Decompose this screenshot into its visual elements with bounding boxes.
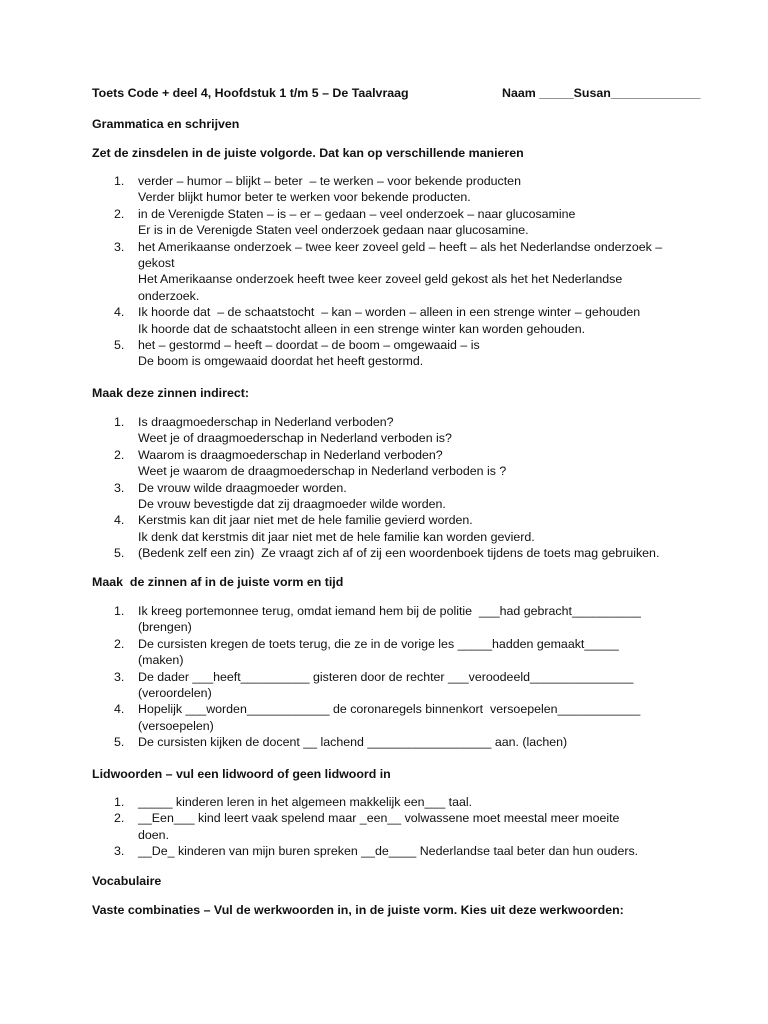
item-line: in de Verenigde Staten – is – er – gedaan – veel onderzoek – naar glucosamine <box>138 206 576 221</box>
item-number: 1. <box>114 415 125 429</box>
lidwoorden-heading: Lidwoorden – vul een lidwoord of geen lidwoord in <box>92 767 391 781</box>
item-number: 1. <box>114 795 125 809</box>
section-heading-vocabulaire: Vocabulaire <box>92 874 162 888</box>
item-line: Ik kreeg portemonnee terug, omdat iemand hem bij de politie ___had gebracht__________ <box>138 604 641 618</box>
item-line: Weet je of draagmoederschap in Nederland verboden is? <box>138 431 452 446</box>
item-line: verder – humor – blijkt – beter – te werken – voor bekende producten <box>138 174 521 188</box>
item-line: (maken) <box>138 653 184 668</box>
list-item <box>92 480 712 513</box>
list-item <box>92 810 712 843</box>
list-item <box>92 173 712 206</box>
list-item <box>92 447 712 480</box>
item-line: __De_ kinderen van mijn buren spreken __de____ Nederlandse taal beter dan hun ouders. <box>138 844 639 859</box>
lidwoorden-list <box>92 794 712 860</box>
item-line: De boom is omgewaaid doordat het heeft gestormd. <box>138 354 424 369</box>
item-number: 2. <box>114 447 125 462</box>
item-line: (Bedenk zelf een zin) Ze vraagt zich af of zij een woordenboek tijdens de toets mag gebruiken. <box>138 546 660 561</box>
item-line: gekost <box>138 256 175 271</box>
item-number: 3. <box>114 239 125 254</box>
indirect-list <box>92 414 712 562</box>
item-line: Het Amerikaanse onderzoek heeft twee keer zoveel geld gekost als het het Nederlandse <box>138 272 623 287</box>
item-line: De dader ___heeft__________ gisteren door de rechter ___veroodeeld_______________ <box>138 669 634 684</box>
vorm-heading: Maak de zinnen af in de juiste vorm en tijd <box>92 575 344 589</box>
test-title: Toets Code + deel 4, Hoofdstuk 1 t/m 5 – De Taalvraag <box>92 86 409 100</box>
item-line: het Amerikaanse onderzoek – twee keer zoveel geld – heeft – als het Nederlandse onderzoek – <box>138 239 663 254</box>
item-line: onderzoek. <box>138 288 200 303</box>
list-item <box>92 794 712 810</box>
item-line: Kerstmis kan dit jaar niet met de hele familie gevierd worden. <box>138 513 473 528</box>
item-line: De cursisten kijken de docent __ lachend __________________ aan. (lachen) <box>138 735 568 750</box>
list-item <box>92 603 712 636</box>
list-item <box>92 669 712 702</box>
list-item <box>92 636 712 669</box>
item-line: (versoepelen) <box>138 718 214 733</box>
item-number: 2. <box>114 206 125 221</box>
header-row <box>92 86 712 142</box>
vorm-list <box>92 603 712 751</box>
item-line: Waarom is draagmoederschap in Nederland verboden? <box>138 447 443 462</box>
list-item <box>92 701 712 734</box>
item-number: 5. <box>114 735 125 750</box>
item-line: Er is in de Verenigde Staten veel onderzoek gedaan naar glucosamine. <box>138 223 529 238</box>
item-line: Weet je waarom de draagmoederschap in Nederland verboden is ? <box>138 464 507 479</box>
section-heading-grammatica: Grammatica en schrijven <box>92 117 240 131</box>
item-number: 3. <box>114 669 125 684</box>
item-line: Ik denk dat kerstmis dit jaar niet met de hele familie kan worden gevierd. <box>138 529 535 544</box>
item-number: 2. <box>114 811 125 826</box>
list-item <box>92 734 712 750</box>
item-number: 3. <box>114 844 125 859</box>
item-number: 1. <box>114 604 125 618</box>
list-item <box>92 545 712 561</box>
indirect-heading: Maak deze zinnen indirect: <box>92 386 249 400</box>
item-number: 5. <box>114 546 125 561</box>
item-line: Ik hoorde dat – de schaatstocht – kan – worden – alleen in een strenge winter – gehouden <box>138 305 641 320</box>
item-number: 5. <box>114 338 125 353</box>
list-item <box>92 843 712 859</box>
zinsdelen-heading: Zet de zinsdelen in de juiste volgorde. Dat kan op verschillende manieren <box>92 146 524 160</box>
item-number: 4. <box>114 702 125 717</box>
list-item <box>92 512 712 545</box>
item-line: doen. <box>138 827 170 842</box>
list-item <box>92 337 712 370</box>
item-line: Hopelijk ___worden____________ de coronaregels binnenkort versoepelen____________ <box>138 702 641 717</box>
item-line: het – gestormd – heeft – doordat – de boom – omgewaaid – is <box>138 338 480 353</box>
item-number: 4. <box>114 305 125 320</box>
item-number: 2. <box>114 636 125 651</box>
item-number: 1. <box>114 174 125 188</box>
item-line: __Een___ kind leert vaak spelend maar _een__ volwassene moet meestal meer moeite <box>138 811 620 826</box>
list-item <box>92 239 712 305</box>
item-line: De vrouw bevestigde dat zij draagmoeder wilde worden. <box>138 497 446 512</box>
list-item <box>92 206 712 239</box>
item-line: De cursisten kregen de toets terug, die ze in de vorige les _____hadden gemaakt_____ <box>138 636 619 651</box>
item-number: 4. <box>114 513 125 528</box>
item-line: Ik hoorde dat de schaatstocht alleen in een strenge winter kan worden gehouden. <box>138 321 586 336</box>
item-line: Verder blijkt humor beter te werken voor bekende producten. <box>138 190 471 205</box>
item-line: _____ kinderen leren in het algemeen makkelijk een___ taal. <box>138 795 473 809</box>
list-item <box>92 304 712 337</box>
list-item <box>92 414 712 447</box>
item-number: 3. <box>114 480 125 495</box>
item-line: (brengen) <box>138 620 192 635</box>
item-line: Is draagmoederschap in Nederland verboden? <box>138 415 394 429</box>
item-line: De vrouw wilde draagmoeder worden. <box>138 480 347 495</box>
name-field: Naam _____Susan_____________ <box>502 86 701 100</box>
vaste-combinaties-heading: Vaste combinaties – Vul de werkwoorden in, in de juiste vorm. Kies uit deze werkwoorden: <box>92 903 624 917</box>
zinsdelen-list <box>92 173 712 370</box>
item-line: (veroordelen) <box>138 686 212 701</box>
